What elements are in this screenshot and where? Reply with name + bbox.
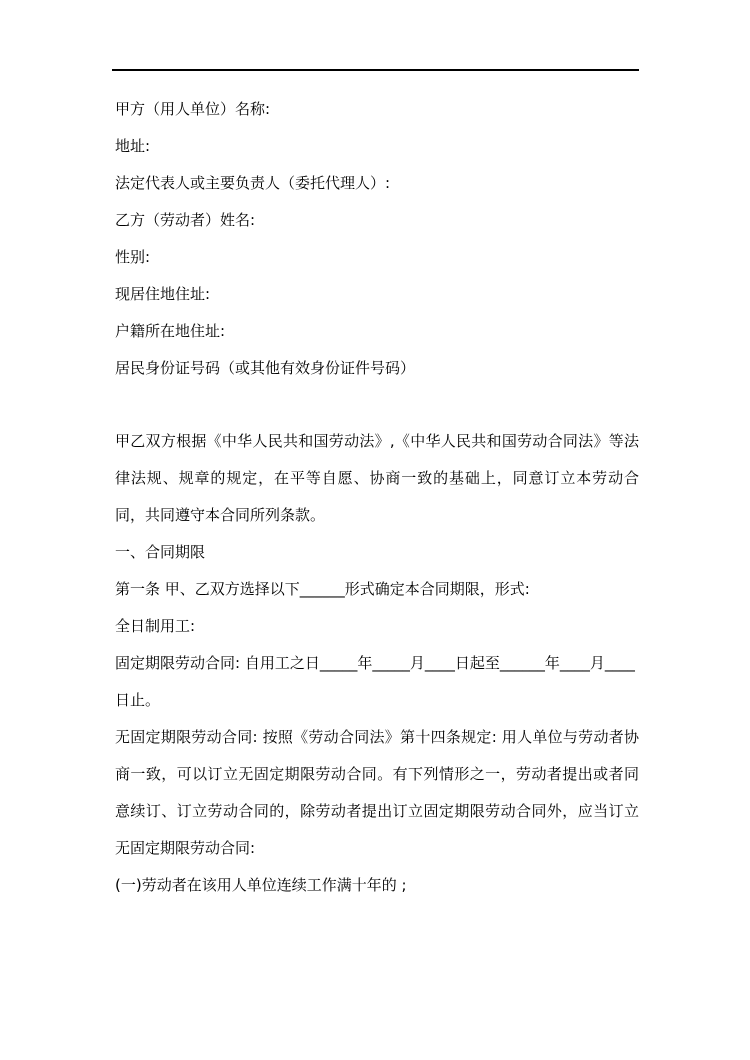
gender-label: 性别: [115, 248, 151, 266]
fixed-term-clause-line-2: 日止。 [115, 691, 161, 709]
full-time-label: 全日制用工: [115, 617, 196, 635]
section-title-contract-term: 一、合同期限 [115, 543, 206, 561]
open-term-paragraph: 无固定期限劳动合同: 按照《劳动合同法》第十四条规定: 用人单位与劳动者协商一致，可以订立无固定期限劳动合同。有下列情形之一，劳动者提出或者同意续订、订立劳动合同的，除劳动者提出订立固定期限劳动合同外，应当订立无固定期限劳动合同: [115, 728, 639, 857]
contract-body [115, 91, 639, 904]
section-spacer [115, 387, 639, 423]
article-1: 第一条 甲、乙双方选择以下______形式确定本合同期限，形式: [115, 580, 530, 598]
intro-paragraph: 甲乙双方根据《中华人民共和国劳动法》,《中华人民共和国劳动合同法》等法律法规、规章的规定，在平等自愿、协商一致的基础上，同意订立本劳动合同，共同遵守本合同所列条款。 [115, 432, 639, 524]
address-label: 地址: [115, 137, 151, 155]
fixed-term-clause-line-1: 固定期限劳动合同: 自用工之日_____年_____月____日起至______年____月____ [115, 654, 635, 672]
id-number-label: 居民身份证号码（或其他有效身份证件号码） [115, 359, 416, 377]
legal-rep-label: 法定代表人或主要负责人（委托代理人）: [115, 174, 391, 192]
party-b-name-label: 乙方（劳动者）姓名: [115, 211, 256, 229]
list-item-1: (一)劳动者在该用人单位连续工作满十年的 ; [115, 876, 407, 894]
current-address-label: 现居住地住址: [115, 285, 211, 303]
household-address-label: 户籍所在地住址: [115, 322, 226, 340]
top-divider [112, 69, 639, 71]
party-a-name-label: 甲方（用人单位）名称: [115, 100, 271, 118]
